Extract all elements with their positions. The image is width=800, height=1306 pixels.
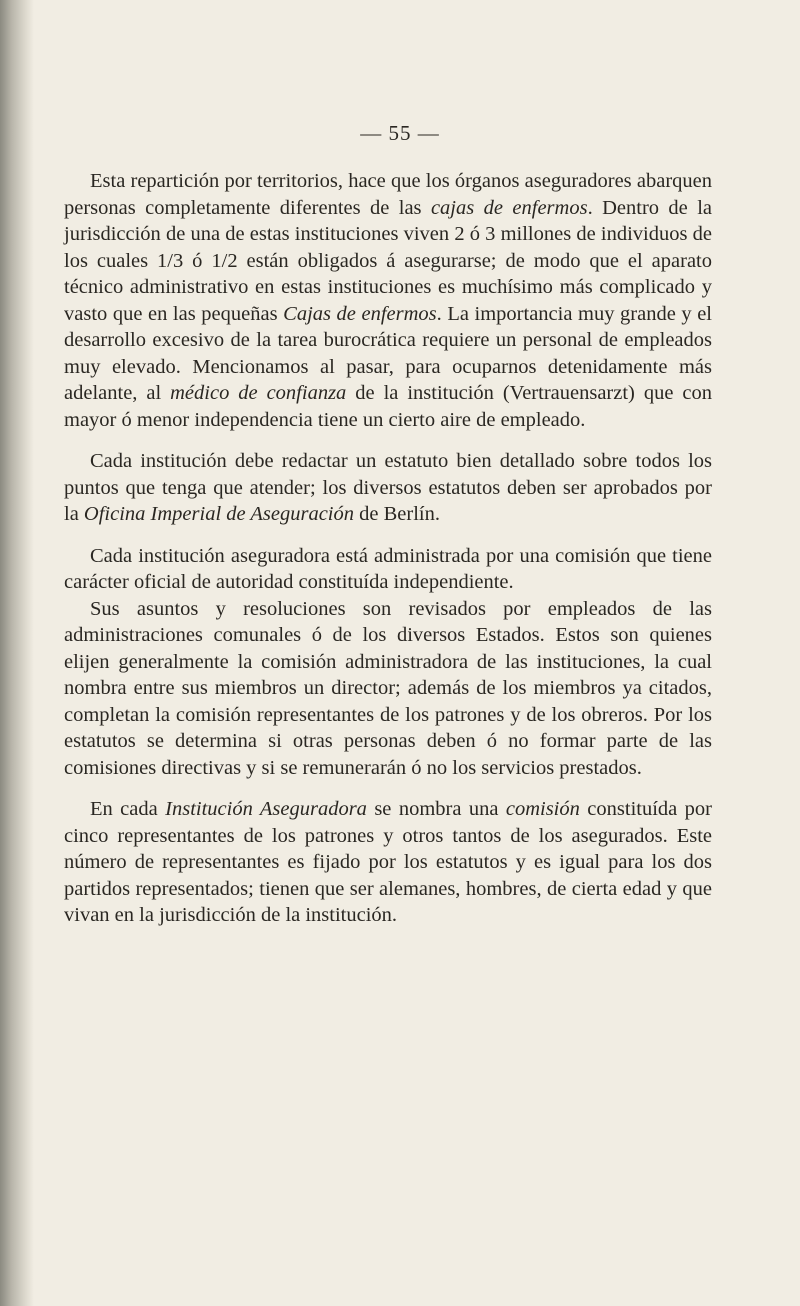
page-number: — 55 — <box>360 121 440 145</box>
body-text <box>64 168 712 944</box>
page-edge-shadow <box>0 0 34 1306</box>
paragraph-1-text-a: Esta repartición por territorios, hace que los órganos aseguradores abarquen personas completamente diferentes de las <box>64 170 712 219</box>
paragraph-1-italic-medico: médico de confianza <box>170 382 347 404</box>
paragraph-2 <box>64 448 712 528</box>
paragraph-5-text-e: constituída por cinco representantes de los patrones y otros tantos de los asegurados. Este número de representantes es fijado por los estatutos y es igual para los dos partidos representados; tienen que ser alemanes, hombres, de cierta edad y que vivan en la jurisdicción de la institución. <box>64 798 712 926</box>
paragraph-5-italic-comision: comisión <box>505 798 580 820</box>
paragraph-1-text-g: de la institución (Vertrauensarzt) que con mayor ó menor independencia tiene un cierto aire de empleado. <box>64 382 712 431</box>
paragraph-5-italic-institucion: Institución Aseguradora <box>165 798 367 820</box>
paragraph-1-italic-cajas-2: Cajas de enfermos <box>283 302 437 325</box>
paragraph-1-italic-cajas: cajas de enfermos <box>430 196 588 219</box>
paragraph-2-text-a: Cada institución debe redactar un estatuto bien detallado sobre todos los puntos que tenga que atender; los diversos estatutos deben ser aprobados por la <box>64 450 712 525</box>
paragraph-5-text-c: se nombra una <box>366 798 506 820</box>
paragraph-1 <box>64 168 712 433</box>
paragraph-2-text-c: de Berlín. <box>354 503 440 525</box>
paragraph-5 <box>64 796 712 929</box>
paragraph-1-text-c: . Dentro de la jurisdicción de una de estas instituciones viven 2 ó 3 millones de individuos de los cuales 1/3 ó 1/2 están obligados á asegurarse; de modo que el aparato técnico administrativo en estas instituciones es muchísimo más complicado y vasto que en las pequeñas <box>64 196 712 325</box>
paragraph-3: Cada institución aseguradora está administrada por una comisión que tiene carácter oficial de autoridad constituída independiente. <box>64 544 712 593</box>
paragraph-4: Sus asuntos y resoluciones son revisados por empleados de las administraciones comunales ó de los diversos Estados. Estos son quienes elijen generalmente la comisión administradora de las instituciones, la cual nombra entre sus miembros un director; además de los miembros ya citados, completan la comisión representantes de los patrones y de los obreros. Por los estatutos se determina si otras personas deben ó no formar parte de las comisiones directivas y si se remunerarán ó no los servicios prestados. <box>64 597 712 779</box>
paragraph-5-text-a: En cada <box>90 798 166 820</box>
paragraph-1-text-e: . La importancia muy grande y el desarrollo excesivo de la tarea burocrática requiere un personal de empleados muy elevado. Mencionamos al pasar, para ocuparnos detenidamente más adelante, al <box>64 302 712 404</box>
paragraph-2-italic-oficina: Oficina Imperial de Aseguración <box>83 503 354 525</box>
